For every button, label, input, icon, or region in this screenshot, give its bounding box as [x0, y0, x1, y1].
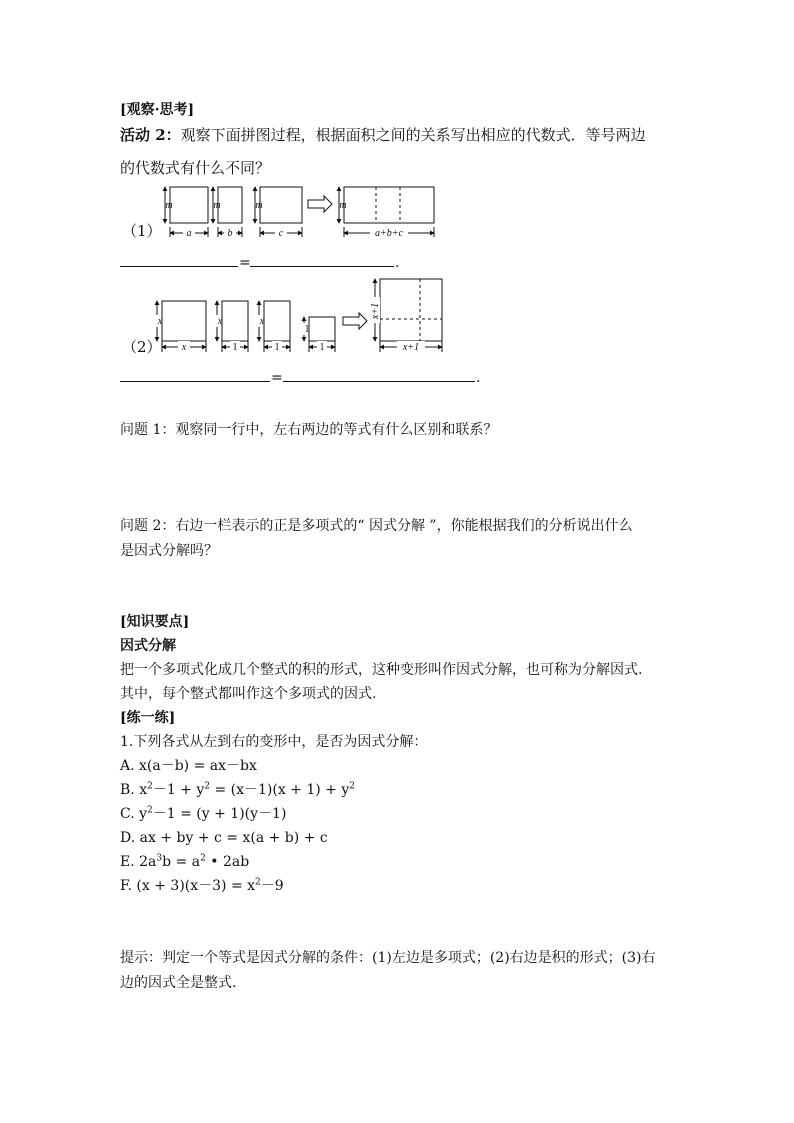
rect-combined [344, 187, 434, 223]
label-1-bottom-a: 1 [232, 342, 238, 353]
section-observe-heading: [观察·思考] [120, 102, 195, 118]
square-1 [309, 317, 335, 341]
label-x-bottom: x [181, 342, 187, 353]
option-d: D. ax + by + c = x(a + b) + c [120, 830, 328, 846]
section-knowledge-heading: [知识要点] [120, 614, 190, 630]
question-1: 问题 1：观察同一行中，左右两边的等式有什么区别和联系？ [120, 422, 498, 438]
answer-blank-1-left[interactable] [120, 266, 238, 267]
label-1-bottom-b: 1 [274, 342, 280, 353]
rect-b [218, 187, 242, 223]
label-x-side-3: x [259, 316, 265, 327]
equals-sign-2: = [271, 370, 283, 386]
period-1: . [395, 255, 400, 271]
answer-blank-2-right[interactable] [283, 381, 475, 382]
square-combined [380, 279, 442, 341]
label-1-bottom-c: 1 [319, 342, 325, 353]
knowledge-title: 因式分解 [120, 638, 176, 654]
square-x [162, 301, 206, 341]
knowledge-line-2: 其中，每个整式都叫作这个多项式的因式. [120, 686, 377, 702]
label-1-side: 1 [304, 324, 310, 335]
label-x-side-2: x [217, 316, 223, 327]
question-2-line-2: 是因式分解吗？ [120, 543, 218, 559]
arrow-icon-2 [343, 313, 367, 329]
label-x-side-1: x [157, 316, 163, 327]
arrow-icon [308, 196, 332, 212]
label-m-2: m [213, 200, 221, 211]
option-c: C. $y^2-1 = (y + 1)(y-1)$ [120, 805, 287, 822]
option-a: A. x(a－b) = ax－bx [120, 758, 257, 774]
option-e: E. $2a^3b = a^2$ • 2ab [120, 853, 250, 870]
label-x-plus-1-bottom: x+1 [402, 342, 420, 353]
rect-x-1-b [264, 301, 290, 341]
hint-line-2: 边的因式全是整式. [120, 975, 237, 991]
activity-line-2: 的代数式有什么不同？ [120, 159, 271, 177]
figure-1-label: （1） [122, 222, 162, 240]
label-x-plus-1-side: x+1 [370, 302, 381, 320]
equals-sign-1: = [239, 255, 251, 271]
label-c: c [278, 228, 284, 239]
label-m-1: m [165, 200, 173, 211]
option-b: B. $x^2-1 + y^2 = (x-1)(x + 1) + y^2$ [120, 781, 356, 798]
answer-blank-2-left[interactable] [120, 381, 270, 382]
hint-line-1: 提示：判定一个等式是因式分解的条件：(1)左边是多项式；(2)右边是积的形式；(3)右 [120, 950, 656, 966]
knowledge-line-1: 把一个多项式化成几个整式的积的形式，这种变形叫作因式分解，也可称为分解因式. [120, 662, 643, 678]
practice-question: 1.下列各式从左到右的变形中，是否为因式分解： [120, 734, 428, 750]
label-a: a [186, 228, 192, 239]
question-2-line-1: 问题 2：右边一栏表示的正是多项式的“ 因式分解 ”，你能根据我们的分析说出什么 [120, 518, 633, 534]
option-f: F. $(x + 3)(x-3) = x^2-9$ [120, 877, 284, 894]
label-b: b [227, 228, 233, 239]
activity-label: 活动 2： [120, 126, 181, 144]
rect-c [260, 187, 302, 223]
period-2: . [476, 370, 481, 386]
figure-2-label: （2） [122, 338, 162, 356]
label-m-4: m [339, 200, 347, 211]
activity-text-1: 观察下面拼图过程，根据面积之间的关系写出相应的代数式．等号两边 [180, 126, 646, 144]
figure-2 [110, 275, 455, 355]
label-a-b-c: a+b+c [375, 228, 403, 239]
activity-line-1 [120, 124, 646, 146]
section-practice-heading: [练一练] [120, 710, 176, 726]
rect-a [170, 187, 208, 223]
rect-x-1-a [222, 301, 248, 341]
label-m-3: m [255, 200, 263, 211]
answer-blank-1-right[interactable] [250, 266, 394, 267]
